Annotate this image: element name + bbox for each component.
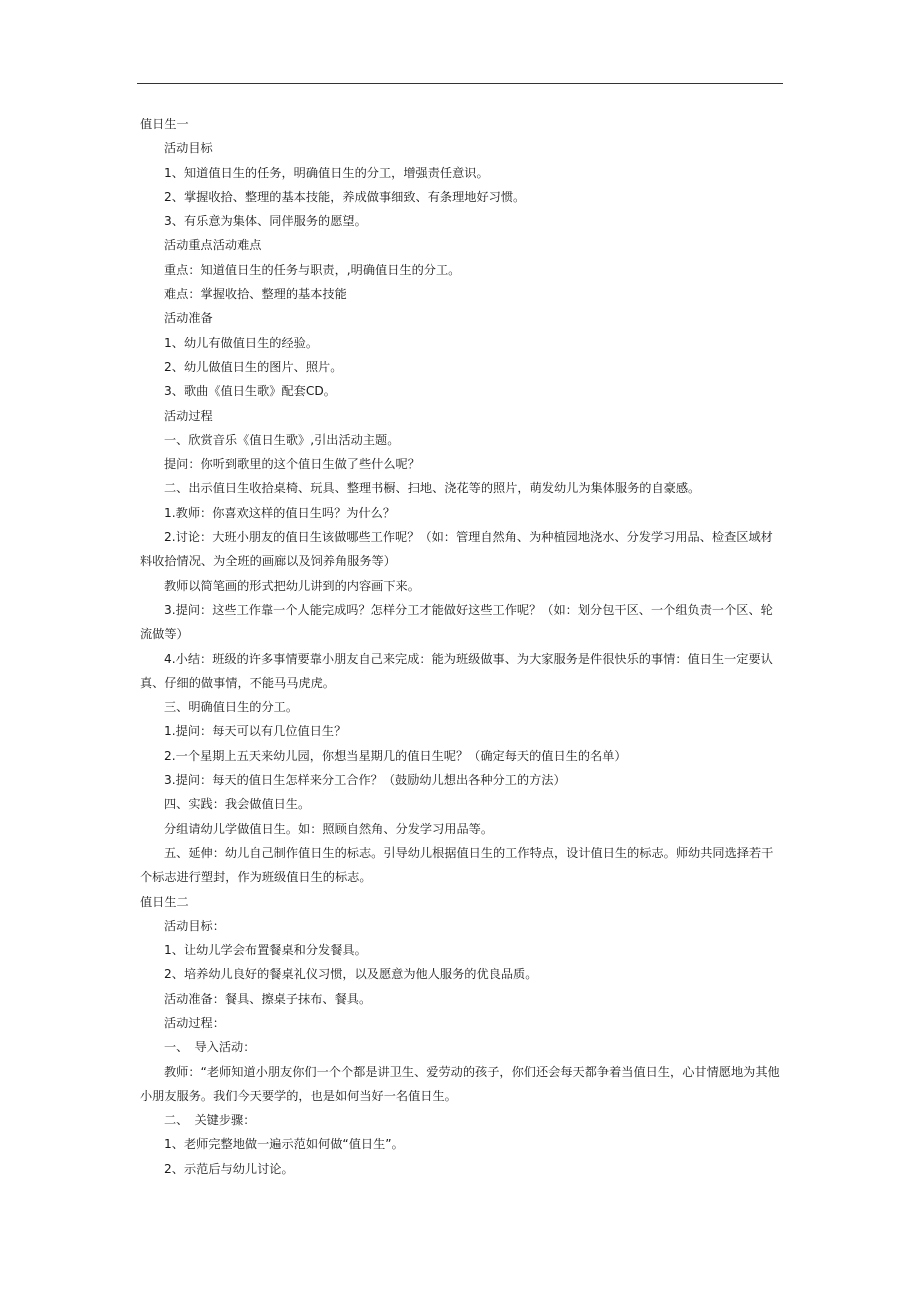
paragraph: 重点：知道值日生的任务与职责，,明确值日生的分工。 bbox=[164, 262, 461, 277]
paragraph: 五、延伸：幼儿自己制作值日生的标志。引导幼儿根据值日生的工作特点，设计值日生的标志。师幼共同选择若干个标志进行塑封，作为班级值日生的标志。 bbox=[140, 845, 774, 885]
paragraph: 活动准备 bbox=[164, 311, 213, 326]
paragraph: 一、欣赏音乐《值日生歌》,引出活动主题。 bbox=[164, 432, 400, 447]
document-body bbox=[140, 112, 782, 1181]
paragraph: 活动过程 bbox=[164, 408, 213, 423]
paragraph: 1、知道值日生的任务，明确值日生的分工，增强责任意识。 bbox=[164, 165, 489, 180]
paragraph: 2、幼儿做值日生的图片、照片。 bbox=[164, 359, 343, 374]
paragraph: 二、出示值日生收拾桌椅、玩具、整理书橱、扫地、浇花等的照片，萌发幼儿为集体服务的自豪感。 bbox=[164, 481, 701, 496]
header-rule bbox=[137, 83, 783, 84]
paragraph: 三、明确值日生的分工。 bbox=[164, 700, 299, 715]
paragraph: 难点：掌握收拾、整理的基本技能 bbox=[164, 287, 347, 302]
paragraph: 2、示范后与幼儿讨论。 bbox=[164, 1161, 294, 1176]
paragraph: 分组请幼儿学做值日生。如：照顾自然角、分发学习用品等。 bbox=[164, 821, 494, 836]
section-2 bbox=[140, 890, 782, 1182]
paragraph: 四、实践：我会做值日生。 bbox=[164, 797, 311, 812]
paragraph: 3.提问：这些工作靠一个人能完成吗？怎样分工才能做好这些工作呢？（如：划分包干区、一个组负责一个区、轮流做等） bbox=[140, 602, 773, 642]
section-title: 值日生二 bbox=[140, 894, 189, 909]
paragraph: 一、 导入活动： bbox=[164, 1040, 256, 1055]
paragraph: 1、老师完整地做一遍示范如何做“值日生”。 bbox=[164, 1137, 404, 1152]
paragraph: 2.一个星期上五天来幼儿园，你想当星期几的值日生呢？（确定每天的值日生的名单） bbox=[164, 748, 627, 763]
paragraph: 3.提问：每天的值日生怎样来分工合作？（鼓励幼儿想出各种分工的方法） bbox=[164, 773, 566, 788]
paragraph: 4.小结：班级的许多事情要靠小朋友自己来完成：能为班级做事、为大家服务是件很快乐的事情：值日生一定要认真、仔细的做事情，不能马马虎虎。 bbox=[140, 651, 773, 690]
paragraph: 提问：你听到歌里的这个值日生做了些什么呢？ bbox=[164, 457, 420, 472]
paragraph: 3、歌曲《值日生歌》配套CD。 bbox=[164, 384, 336, 399]
paragraph: 活动目标： bbox=[164, 918, 225, 933]
paragraph: 活动过程： bbox=[164, 1015, 225, 1030]
section-title: 值日生一 bbox=[140, 117, 189, 131]
paragraph: 教师以简笔画的形式把幼儿讲到的内容画下来。 bbox=[164, 578, 420, 593]
section-1 bbox=[140, 112, 782, 890]
paragraph: 3、有乐意为集体、同伴服务的愿望。 bbox=[164, 214, 367, 229]
paragraph: 1.教师：你喜欢这样的值日生吗？为什么？ bbox=[164, 505, 396, 520]
paragraph: 1.提问：每天可以有几位值日生？ bbox=[164, 724, 347, 739]
paragraph: 活动目标 bbox=[164, 141, 213, 156]
paragraph: 活动准备：餐具、擦桌子抹布、餐具。 bbox=[164, 991, 372, 1006]
paragraph: 活动重点活动难点 bbox=[164, 238, 262, 253]
paragraph: 1、幼儿有做值日生的经验。 bbox=[164, 335, 319, 350]
paragraph: 1、让幼儿学会布置餐桌和分发餐具。 bbox=[164, 943, 367, 958]
paragraph: 二、 关键步骤： bbox=[164, 1113, 256, 1128]
paragraph: 教师：“老师知道小朋友你们一个个都是讲卫生、爱劳动的孩子，你们还会每天都争着当值日生，心甘情愿地为其他小朋友服务。我们今天要学的，也是如何当好一名值日生。 bbox=[140, 1064, 780, 1103]
paragraph: 2.讨论：大班小朋友的值日生该做哪些工作呢？（如：管理自然角、为种植园地浇水、分发学习用品、检查区域材料收拾情况、为全班的画廊以及饲养角服务等） bbox=[140, 530, 773, 569]
paragraph: 2、培养幼儿良好的餐桌礼仪习惯，以及愿意为他人服务的优良品质。 bbox=[164, 967, 538, 982]
paragraph: 2、掌握收拾、整理的基本技能，养成做事细致、有条理地好习惯。 bbox=[164, 189, 526, 204]
